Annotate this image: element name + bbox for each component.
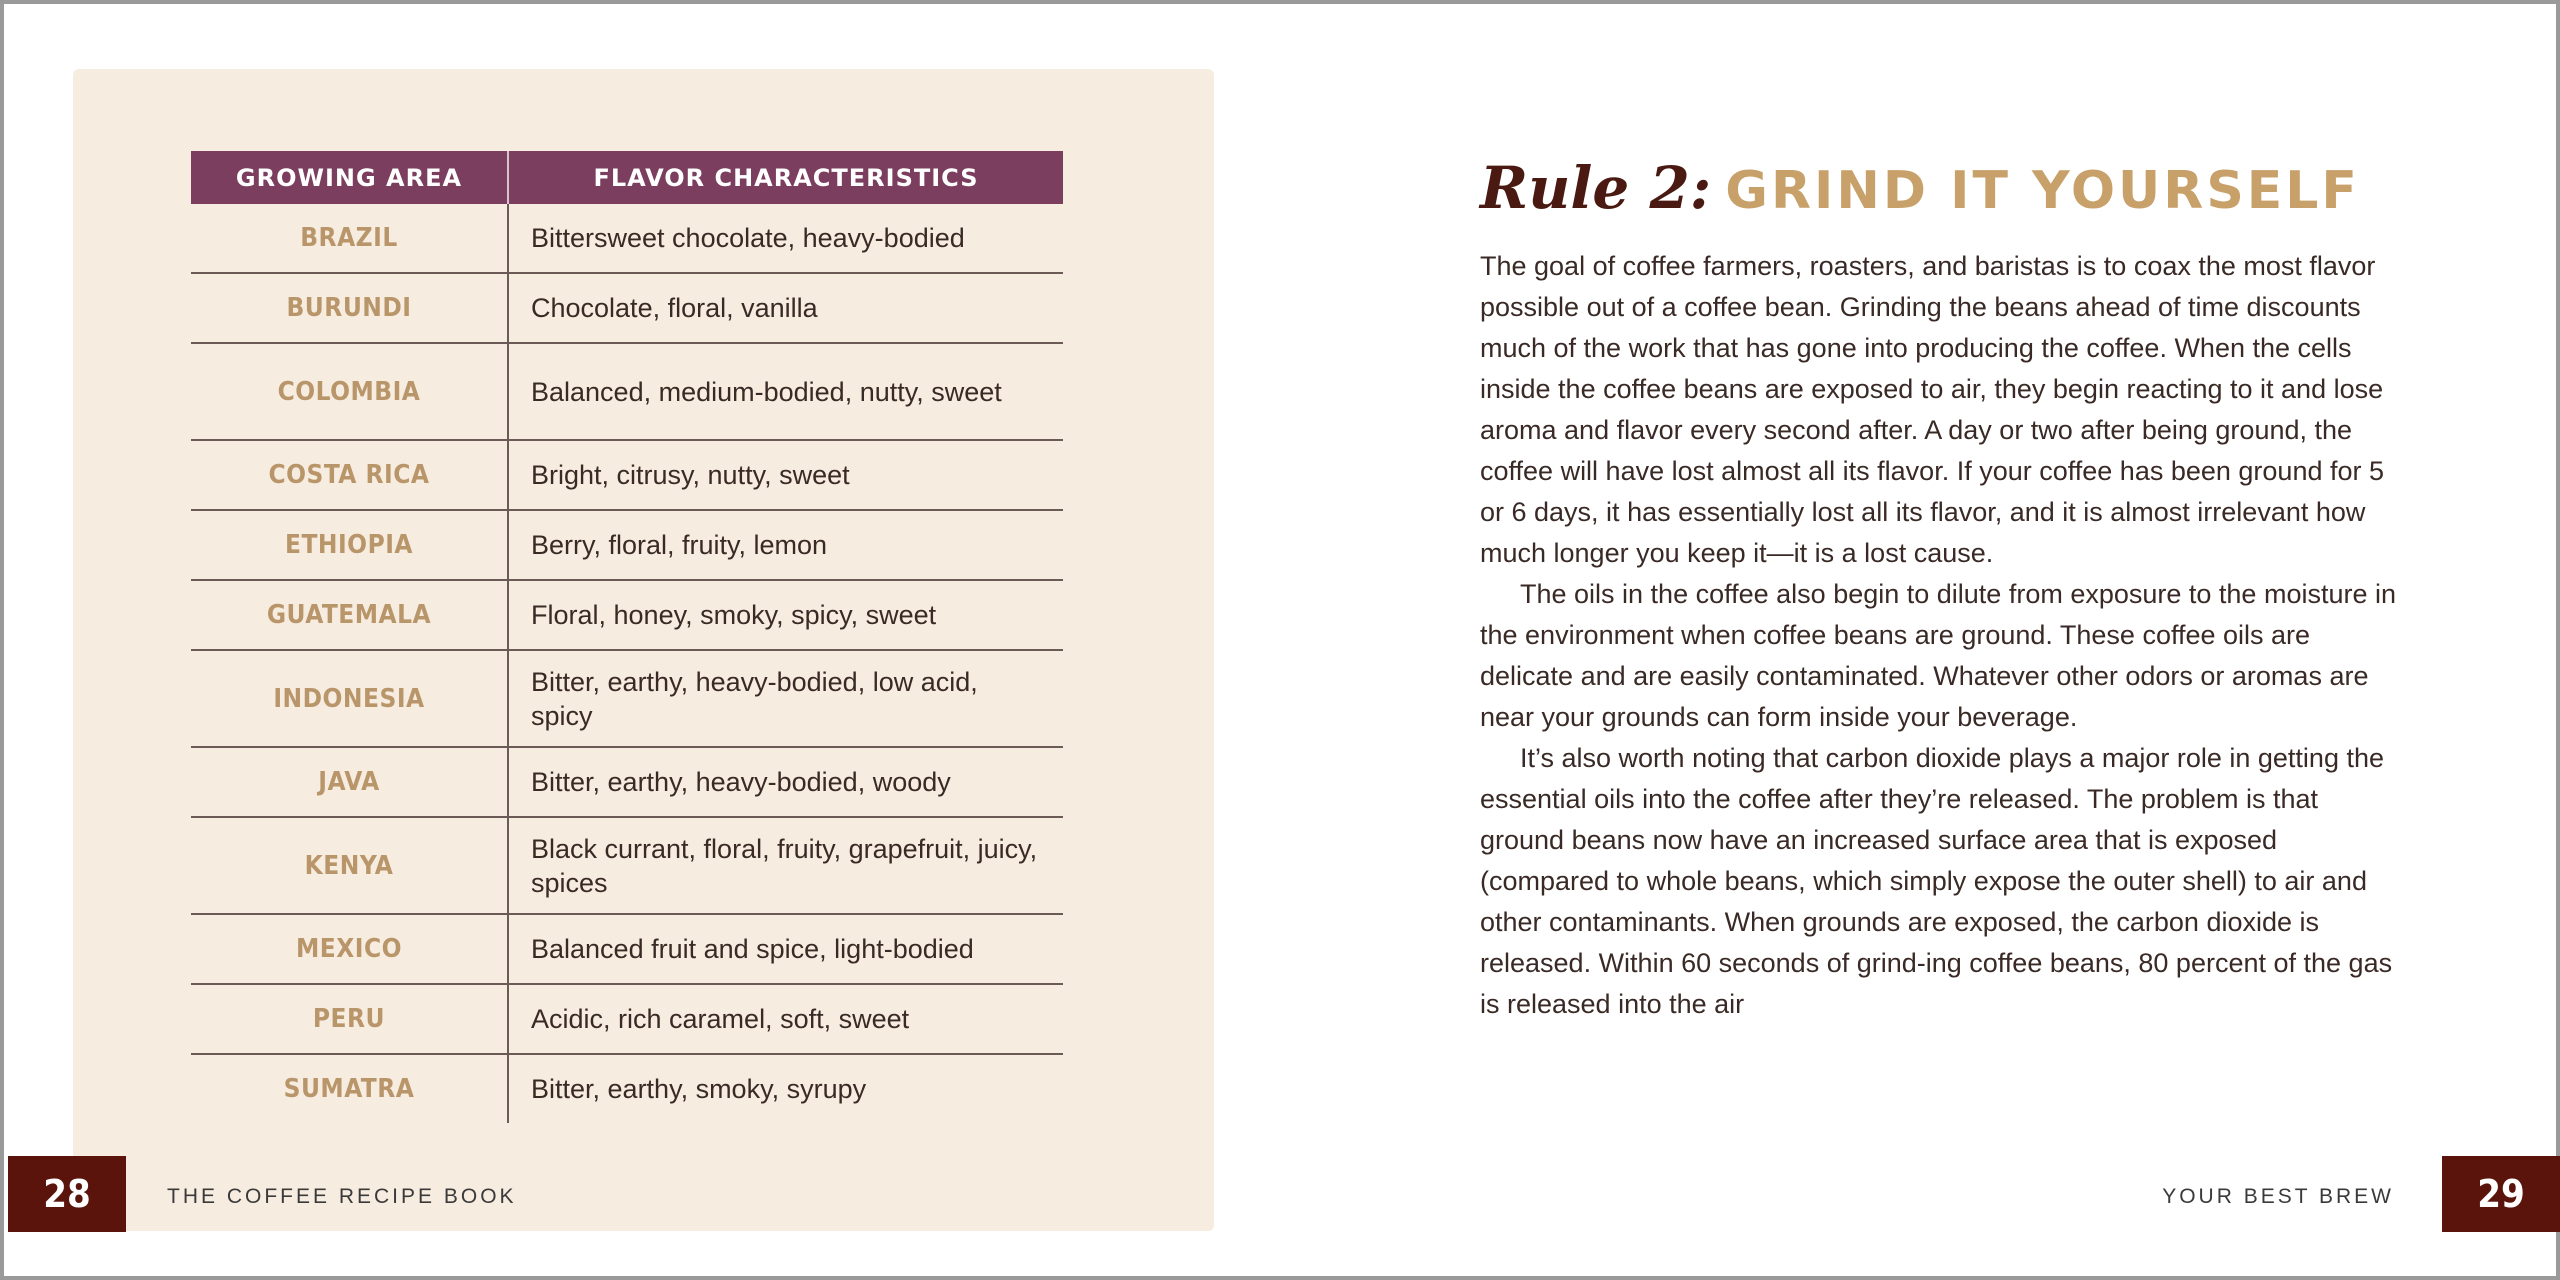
page-number-left: 28 bbox=[8, 1156, 126, 1232]
header-growing-area: GROWING AREA bbox=[191, 151, 508, 204]
paragraph: It’s also worth noting that carbon dioxide plays a major role in getting the essential oils into the coffee after they’re released. The problem is that ground beans now have an increased surface area that is exposed (compared to whole beans, which simply expose the outer shell) to air and other contaminants. When grounds are exposed, the carbon dioxide is released. Within 60 seconds of grind-ing coffee beans, 80 percent of the gas is released into the air bbox=[1480, 743, 2393, 1019]
area-cell: SUMATRA bbox=[191, 1054, 508, 1123]
area-cell: INDONESIA bbox=[191, 650, 508, 747]
area-cell: BRAZIL bbox=[191, 204, 508, 273]
flavor-table bbox=[191, 151, 1063, 1123]
table-row bbox=[191, 510, 1063, 580]
area-cell: COLOMBIA bbox=[191, 343, 508, 440]
header-flavor-characteristics: FLAVOR CHARACTERISTICS bbox=[508, 151, 1063, 204]
area-cell: PERU bbox=[191, 984, 508, 1054]
flavor-cell: Chocolate, floral, vanilla bbox=[508, 273, 1063, 343]
flavor-cell: Berry, floral, fruity, lemon bbox=[508, 510, 1063, 580]
area-cell: ETHIOPIA bbox=[191, 510, 508, 580]
flavor-cell: Bittersweet chocolate, heavy-bodied bbox=[508, 204, 1063, 273]
table-header-row bbox=[191, 151, 1063, 204]
table-row bbox=[191, 984, 1063, 1054]
table-row bbox=[191, 273, 1063, 343]
table-row bbox=[191, 650, 1063, 747]
table-row bbox=[191, 204, 1063, 273]
title-rule-number: Rule 2: bbox=[1480, 154, 1712, 222]
table-row bbox=[191, 1054, 1063, 1123]
flavor-cell: Acidic, rich caramel, soft, sweet bbox=[508, 984, 1063, 1054]
area-cell: COSTA RICA bbox=[191, 440, 508, 510]
flavor-cell: Black currant, floral, fruity, grapefruit, juicy, spices bbox=[508, 817, 1063, 914]
running-footer-left: THE COFFEE RECIPE BOOK bbox=[167, 1185, 517, 1208]
table-row bbox=[191, 817, 1063, 914]
area-cell: MEXICO bbox=[191, 914, 508, 984]
paragraph: The oils in the coffee also begin to dilute from exposure to the moisture in the environment when coffee beans are ground. These coffee oils are delicate and are easily contaminated. Whatever other odors or aromas are near your grounds can form inside your beverage. bbox=[1480, 579, 2396, 732]
table-row bbox=[191, 747, 1063, 817]
area-cell: GUATEMALA bbox=[191, 580, 508, 650]
running-footer-right: YOUR BEST BREW bbox=[2162, 1185, 2394, 1208]
paragraph: The goal of coffee farmers, roasters, and baristas is to coax the most flavor possible out of a coffee bean. Grinding the beans ahead of time discounts much of the work that has gone into producing the coffee. When the cells inside the coffee beans are exposed to air, they begin reacting to it and lose aroma and flavor every second after. A day or two after being ground, the coffee will have lost almost all its flavor. If your coffee has been ground for 5 or 6 days, it has essentially lost all its flavor, and it is almost irrelevant how much longer you keep it—it is a lost cause. bbox=[1480, 251, 2384, 568]
table-row bbox=[191, 580, 1063, 650]
title-heading: GRIND IT YOURSELF bbox=[1725, 161, 2360, 221]
body-text bbox=[1480, 246, 2400, 1025]
page-title bbox=[1480, 154, 2360, 222]
flavor-cell: Bitter, earthy, heavy-bodied, woody bbox=[508, 747, 1063, 817]
area-cell: JAVA bbox=[191, 747, 508, 817]
table-row bbox=[191, 440, 1063, 510]
flavor-cell: Bitter, earthy, smoky, syrupy bbox=[531, 1074, 867, 1104]
flavor-cell: Balanced fruit and spice, light-bodied bbox=[508, 914, 1063, 984]
flavor-cell: Balanced, medium-bodied, nutty, sweet bbox=[508, 343, 1063, 440]
area-cell: BURUNDI bbox=[191, 273, 508, 343]
flavor-cell: Floral, honey, smoky, spicy, sweet bbox=[508, 580, 1063, 650]
flavor-cell: Bitter, earthy, heavy-bodied, low acid, spicy bbox=[508, 650, 1063, 747]
area-cell: KENYA bbox=[191, 817, 508, 914]
flavor-cell: Bright, citrusy, nutty, sweet bbox=[508, 440, 1063, 510]
table-row bbox=[191, 343, 1063, 440]
page-number-right: 29 bbox=[2442, 1156, 2560, 1232]
table-row bbox=[191, 914, 1063, 984]
